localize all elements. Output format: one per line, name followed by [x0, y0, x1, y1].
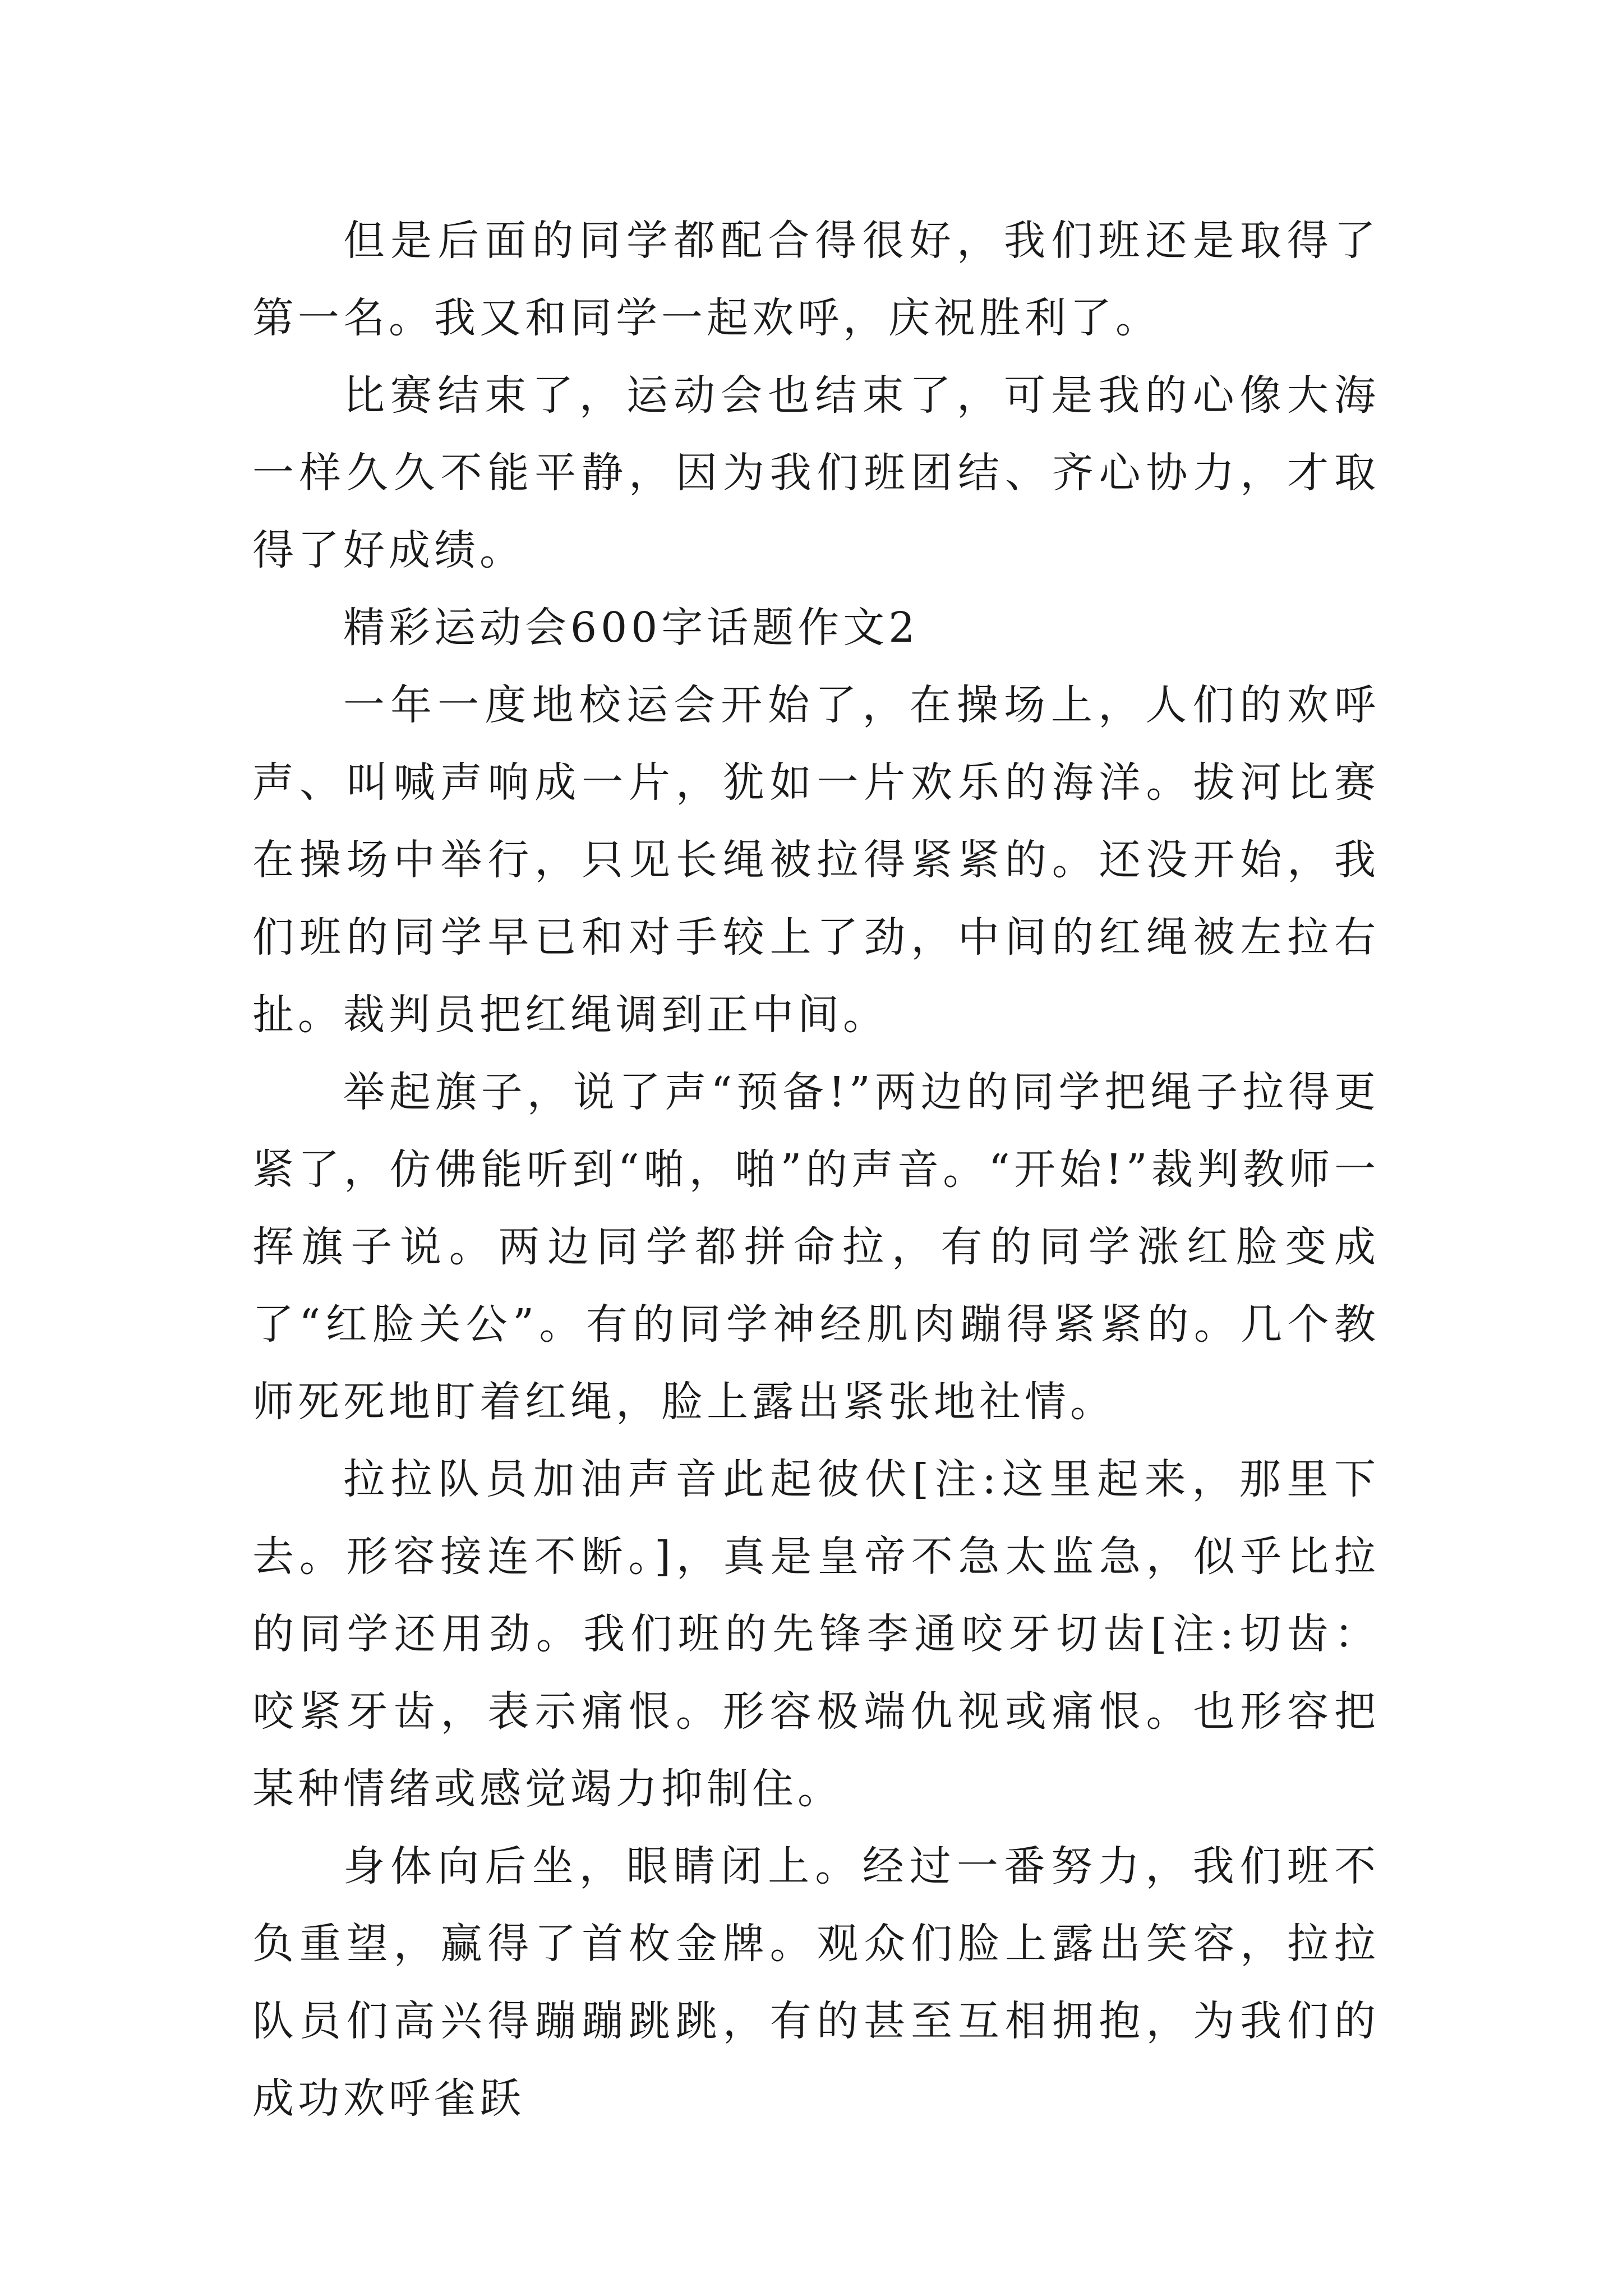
paragraph-2: 比赛结束了，运动会也结束了，可是我的心像大海一样久久不能平静，因为我们班团结、齐心协力，才取得了好成绩。 [252, 371, 1380, 574]
paragraph-5: 拉拉队员加油声音此起彼伏[注:这里起来，那里下去。形容接连不断。]，真是皇帝不急太监急，似乎比拉的同学还用劲。我们班的先锋李通咬牙切齿[注:切齿：咬紧牙齿，表示痛恨。形容极端仇视或痛恨。也形容把某种情绪或感觉竭力抑制住。 [252, 1455, 1380, 1813]
paragraph-1: 但是后面的同学都配合得很好，我们班还是取得了第一名。我又和同学一起欢呼，庆祝胜利了。 [252, 217, 1380, 342]
document-body [252, 202, 1380, 2137]
section-title: 精彩运动会600字话题作文2 [343, 604, 919, 652]
paragraph-3: 一年一度地校运会开始了，在操场上，人们的欢呼声、叫喊声响成一片，犹如一片欢乐的海洋。拔河比赛在操场中举行，只见长绳被拉得紧紧的。还没开始，我们班的同学早已和对手较上了劲，中间的红绳被左拉右扯。裁判员把红绳调到正中间。 [252, 681, 1380, 1039]
paragraph-4: 举起旗子，说了声“预备!”两边的同学把绳子拉得更紧了，仿佛能听到“啪，啪”的声音。“开始!”裁判教师一挥旗子说。两边同学都拼命拉，有的同学涨红脸变成了“红脸关公”。有的同学神经肌肉蹦得紧紧的。几个教师死死地盯着红绳，脸上露出紧张地社情。 [252, 1068, 1380, 1426]
paragraph-6: 身体向后坐，眼睛闭上。经过一番努力，我们班不负重望，赢得了首枚金牌。观众们脸上露出笑容，拉拉队员们高兴得蹦蹦跳跳，有的甚至互相拥抱，为我们的成功欢呼雀跃 [252, 1842, 1380, 2123]
